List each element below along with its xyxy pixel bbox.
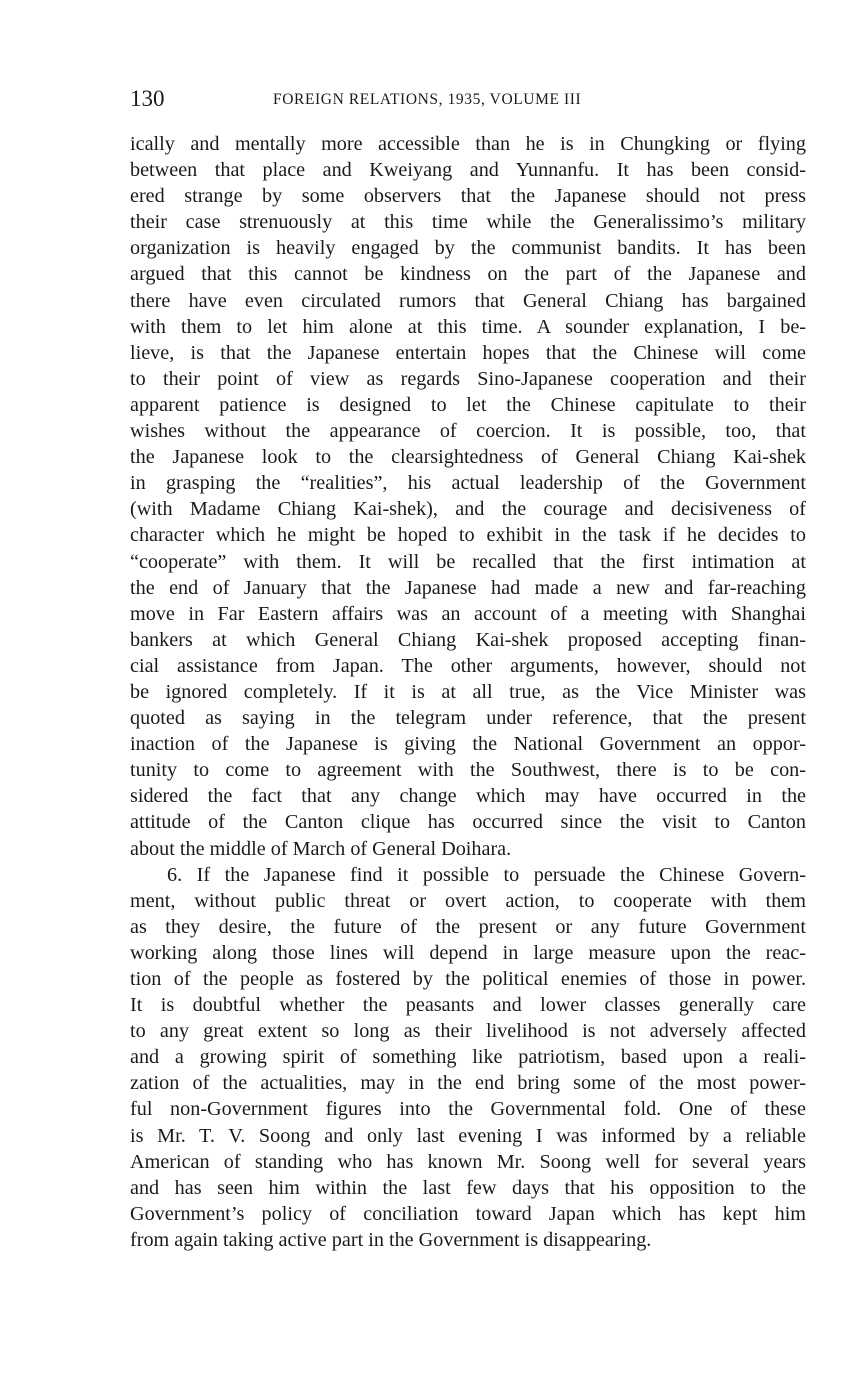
text-line: It is doubtful whether the peasants and lower classes generally care <box>130 994 806 1017</box>
text-line: from again taking active part in the Government is disappearing. <box>130 1228 652 1251</box>
text-line: between that place and Kweiyang and Yunnanfu. It has been consid- <box>130 159 806 182</box>
text-line: there have even circulated rumors that General Chiang has bargained <box>130 289 806 312</box>
text-line: ment, without public threat or overt action, to cooperate with them <box>130 889 806 912</box>
page-number: 130 <box>130 86 165 111</box>
body-text <box>130 131 806 1253</box>
text-line: to their point of view as regards Sino-Japanese cooperation and their <box>130 367 806 390</box>
text-line: tunity to come to agreement with the Southwest, there is to be con- <box>130 759 806 782</box>
text-line: as they desire, the future of the present or any future Government <box>130 915 806 938</box>
text-line: wishes without the appearance of coercion. It is possible, too, that <box>130 420 806 443</box>
paragraph-continued <box>130 131 806 862</box>
running-head-title: FOREIGN RELATIONS, 1935, VOLUME III <box>273 91 582 108</box>
text-line: in grasping the “realities”, his actual leadership of the Government <box>130 472 806 495</box>
text-line: American of standing who has known Mr. Soong well for several years <box>130 1150 806 1173</box>
text-line: apparent patience is designed to let the Chinese capitulate to their <box>130 393 806 416</box>
text-line: is Mr. T. V. Soong and only last evening I was informed by a reliable <box>130 1124 806 1147</box>
text-line: be ignored completely. If it is at all true, as the Vice Minister was <box>130 680 806 703</box>
text-line: 6. If the Japanese find it possible to persuade the Chinese Govern- <box>167 863 806 886</box>
text-line: their case strenuously at this time while the Generalissimo’s military <box>130 211 806 234</box>
text-line: “cooperate” with them. It will be recalled that the first intimation at <box>130 550 806 573</box>
text-line: ered strange by some observers that the Japanese should not press <box>130 185 806 208</box>
text-line: and has seen him within the last few days that his opposition to the <box>130 1176 806 1199</box>
running-head <box>130 84 806 114</box>
text-line: (with Madame Chiang Kai-shek), and the courage and decisiveness of <box>130 498 806 521</box>
text-line: with them to let him alone at this time. A sounder explanation, I be- <box>130 315 806 338</box>
text-line: to any great extent so long as their livelihood is not adversely affected <box>130 1020 806 1043</box>
text-line: organization is heavily engaged by the communist bandits. It has been <box>130 237 806 260</box>
text-line: bankers at which General Chiang Kai-shek proposed accepting finan- <box>130 628 806 651</box>
text-line: and a growing spirit of something like patriotism, based upon a reali- <box>130 1046 806 1069</box>
text-line: zation of the actualities, may in the end bring some of the most power- <box>130 1072 806 1095</box>
text-line: ically and mentally more accessible than he is in Chungking or flying <box>130 133 806 155</box>
text-line: quoted as saying in the telegram under reference, that the present <box>130 707 806 730</box>
text-line: argued that this cannot be kindness on the part of the Japanese and <box>130 263 806 286</box>
text-line: attitude of the Canton clique has occurred since the visit to Canton <box>130 811 806 834</box>
text-line: the Japanese look to the clearsightedness of General Chiang Kai-shek <box>130 446 806 469</box>
text-line: Government’s policy of conciliation toward Japan which has kept him <box>130 1202 806 1225</box>
text-line: the end of January that the Japanese had made a new and far-reaching <box>130 576 806 599</box>
text-line: tion of the people as fostered by the political enemies of those in power. <box>130 968 806 990</box>
text-line: ful non-Government figures into the Governmental fold. One of these <box>130 1098 806 1121</box>
text-line: lieve, is that the Japanese entertain hopes that the Chinese will come <box>130 341 806 364</box>
text-line: working along those lines will depend in large measure upon the reac- <box>130 941 806 964</box>
text-line: about the middle of March of General Doihara. <box>130 837 512 860</box>
text-line: move in Far Eastern affairs was an account of a meeting with Shanghai <box>130 602 806 625</box>
text-line: sidered the fact that any change which may have occurred in the <box>130 785 806 808</box>
text-line: cial assistance from Japan. The other arguments, however, should not <box>130 654 806 677</box>
text-line: character which he might be hoped to exhibit in the task if he decides to <box>130 524 806 547</box>
paragraph-6 <box>130 862 806 1253</box>
text-line: inaction of the Japanese is giving the National Government an oppor- <box>130 733 806 756</box>
